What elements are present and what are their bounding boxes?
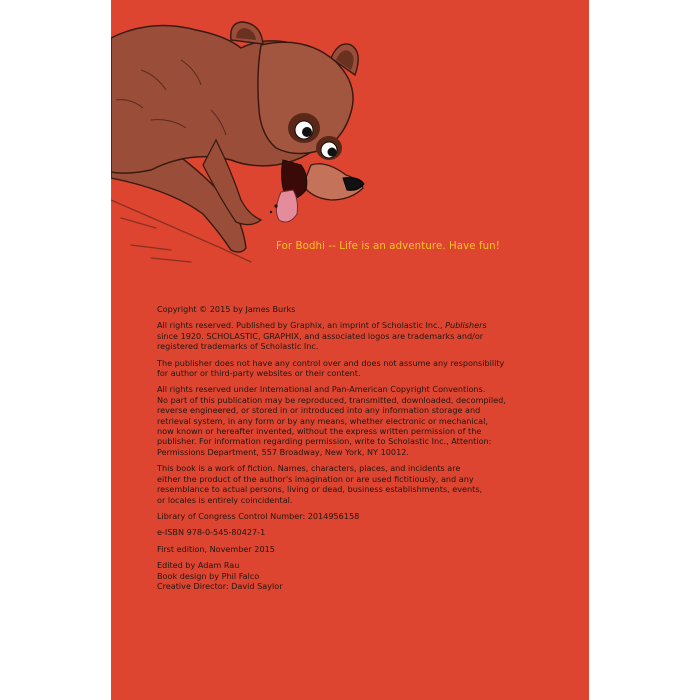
fiction-line: resemblance to actual persons, living or dead, business establishments, events, (157, 484, 483, 495)
conventions-line: Permissions Department, 557 Broadway, New York, NY 10012. (157, 446, 409, 457)
credit-editor: Edited by Adam Rau (157, 560, 240, 571)
lccn: Library of Congress Control Number: 2014956158 (157, 510, 360, 521)
rights-paragraph (157, 320, 552, 351)
rights-line-3: registered trademarks of Scholastic Inc. (157, 341, 319, 352)
credits (157, 560, 552, 591)
conventions-line: now known or hereafter invented, without the express written permission of the (157, 426, 482, 437)
conventions-paragraph (157, 384, 552, 457)
fiction-line: or locales is entirely coincidental. (157, 494, 293, 505)
fiction-line: either the product of the author's imagination or are used fictitiously, and any (157, 473, 474, 484)
edition: First edition, November 2015 (157, 543, 275, 554)
fiction-line: This book is a work of fiction. Names, characters, places, and incidents are (157, 463, 461, 474)
dedication: For Bodhi -- Life is an adventure. Have fun! (276, 241, 500, 252)
publisher-notice-line: for author or third-party websites or their content. (157, 368, 361, 379)
conventions-line: retrieval system, in any form or by any means, whether electronic or mechanical, (157, 415, 488, 426)
conventions-line: reverse engineered, or stored in or introduced into any information storage and (157, 405, 481, 416)
copyright-page (111, 0, 589, 700)
credit-designer: Book design by Phil Falco (157, 570, 260, 581)
conventions-line: All rights reserved under International and Pan-American Copyright Conventions. (157, 384, 486, 395)
conventions-line: No part of this publication may be reproduced, transmitted, downloaded, decompiled, (157, 394, 506, 405)
bear-cub-illustration (111, 0, 589, 270)
rights-line-1-italic: Publishers (445, 320, 487, 331)
copyright-body (157, 304, 552, 591)
credit-creative-director: Creative Director: David Saylor (157, 580, 283, 591)
publisher-notice-line: The publisher does not have any control over and does not assume any responsibility (157, 357, 505, 368)
publisher-notice (157, 358, 552, 379)
copyright-line: Copyright © 2015 by James Burks (157, 304, 296, 314)
rights-line-1: All rights reserved. Published by Graphix, an imprint of Scholastic Inc., (157, 320, 446, 331)
fiction-paragraph (157, 463, 552, 505)
isbn: e-ISBN 978-0-545-80427-1 (157, 527, 266, 538)
conventions-line: publisher. For information regarding permission, write to Scholastic Inc., Attention: (157, 436, 492, 447)
rights-line-2: since 1920. SCHOLASTIC, GRAPHIX, and associated logos are trademarks and/or (157, 330, 484, 341)
